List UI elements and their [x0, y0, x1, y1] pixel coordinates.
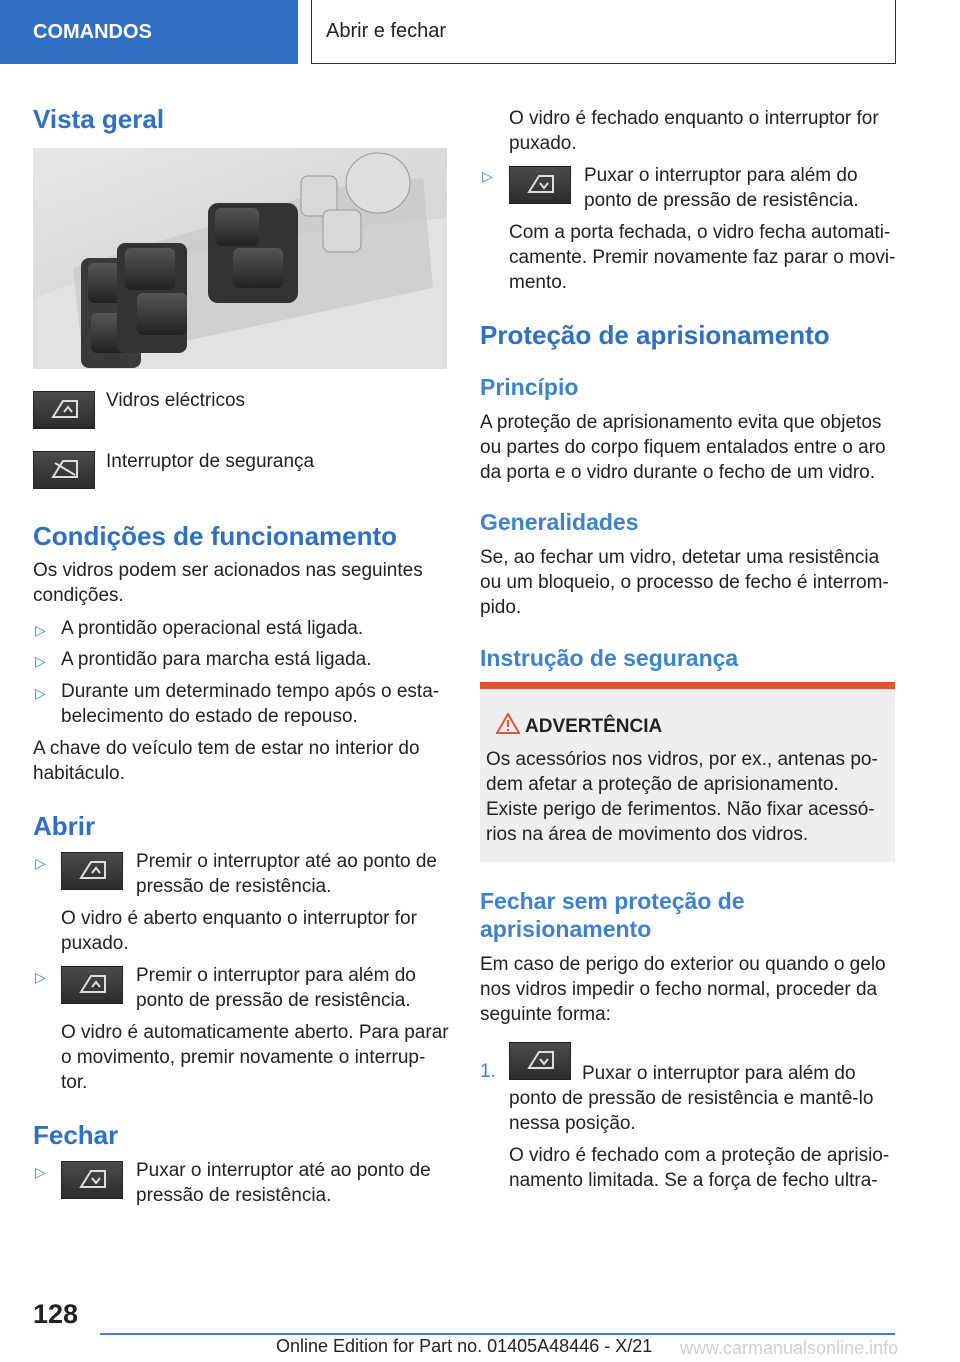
general-text-2: ou um bloqueio, o processo de fecho é interrom- [480, 572, 889, 593]
open-item-1a: Premir o interruptor até ao ponto de [136, 851, 438, 872]
conditions-note-2: habitáculo. [33, 763, 125, 784]
open-item-2-sub-b: o movimento, premir novamente o interrup- [61, 1047, 426, 1068]
bullet-triangle-icon: ▷ [35, 685, 46, 701]
close-heading: Fechar [33, 1120, 119, 1150]
condition-item-1: A prontidão operacional está ligada. [61, 618, 364, 639]
open-item-1b: pressão de resistência. [136, 876, 332, 897]
conditions-intro-1: Os vidros podem ser acionados nas seguintes [33, 560, 423, 581]
principle-text-2: ou partes do corpo fiquem entalados entre o aro [480, 437, 886, 458]
no-pinch-heading-2: aprisionamento [480, 916, 652, 942]
bullet-triangle-icon: ▷ [35, 622, 46, 638]
open-item-1-sub-b: puxado. [61, 933, 129, 954]
window-switch-icon [61, 852, 123, 890]
no-pinch-intro-1: Em caso de perigo do exterior ou quando o gelo [480, 954, 886, 975]
principle-text-1: A proteção de aprisionamento evita que objetos [480, 412, 882, 433]
footer-rule [100, 1333, 895, 1335]
window-switch-icon [61, 1161, 123, 1199]
open-item-2-sub-c: tor. [61, 1072, 88, 1093]
close-item-2b: ponto de pressão de resistência. [584, 190, 859, 211]
step-text-1: Puxar o interruptor para além do [582, 1063, 856, 1084]
step-text-3: nessa posição. [509, 1113, 636, 1134]
open-heading: Abrir [33, 811, 96, 841]
conditions-intro-2: condições. [33, 585, 124, 606]
general-text-3: pido. [480, 597, 522, 618]
legend-label-windows: Vidros eléctricos [106, 390, 246, 411]
condition-item-3b: belecimento do estado de repouso. [61, 706, 358, 727]
warning-box [480, 682, 895, 862]
bullet-triangle-icon: ▷ [35, 969, 46, 985]
warning-title: ADVERTÊNCIA [525, 716, 663, 737]
principle-heading: Princípio [480, 374, 579, 400]
condition-item-3a: Durante um determinado tempo após o esta- [61, 681, 440, 702]
conditions-heading: Condições de funcionamento [33, 521, 398, 551]
close-item-2a: Puxar o interruptor para além do [584, 165, 858, 186]
general-text-1: Se, ao fechar um vidro, detetar uma resistência [480, 547, 880, 568]
step-sub-2: namento limitada. Se a força de fecho ultra- [509, 1170, 878, 1191]
warning-text-3: Existe perigo de ferimentos. Não fixar acessó- [486, 799, 875, 820]
open-item-2a: Premir o interruptor para além do [136, 965, 416, 986]
section-label: COMANDOS [33, 20, 152, 43]
step-text-2: ponto de pressão de resistência e mantê-lo [509, 1088, 874, 1109]
no-pinch-intro-3: seguinte forma: [480, 1004, 611, 1025]
close-item-1b: pressão de resistência. [136, 1185, 332, 1206]
pinch-protection-heading: Proteção de aprisionamento [480, 320, 830, 350]
page-number: 128 [33, 1299, 79, 1329]
step-sub-1: O vidro é fechado com a proteção de aprisio- [509, 1145, 890, 1166]
bullet-triangle-icon: ▷ [35, 653, 46, 669]
bullet-triangle-icon: ▷ [482, 168, 493, 184]
no-pinch-heading-1: Fechar sem proteção de [480, 888, 745, 914]
watermark: www.carmanualsonline.info [680, 1338, 899, 1358]
close-item-2-sub-b: camente. Premir novamente faz parar o movi- [509, 247, 896, 268]
close-cont-2: puxado. [509, 133, 577, 154]
general-heading: Generalidades [480, 509, 639, 535]
window-switch-icon [509, 166, 571, 204]
window-switch-icon [61, 966, 123, 1004]
safety-heading: Instrução de segurança [480, 645, 739, 671]
chapter-title: Abrir e fechar [326, 20, 447, 42]
overview-heading: Vista geral [33, 104, 165, 134]
safety-switch-icon [33, 451, 95, 489]
step-number: 1. [480, 1061, 496, 1082]
principle-text-3: da porta e o vidro durante o fecho de um vidro. [480, 462, 876, 483]
condition-item-2: A prontidão para marcha está ligada. [61, 649, 372, 670]
close-item-2-sub-a: Com a porta fechada, o vidro fecha automati- [509, 222, 891, 243]
bullet-triangle-icon: ▷ [35, 855, 46, 871]
legend-label-safety: Interruptor de segurança [106, 451, 315, 472]
open-item-2b: ponto de pressão de resistência. [136, 990, 411, 1011]
window-switch-icon [509, 1042, 571, 1080]
conditions-note-1: A chave do veículo tem de estar no interior do [33, 738, 420, 759]
close-cont-1: O vidro é fechado enquanto o interruptor for [509, 108, 879, 129]
section-tab [0, 0, 298, 64]
bullet-triangle-icon: ▷ [35, 1164, 46, 1180]
open-item-2-sub-a: O vidro é automaticamente aberto. Para parar [61, 1022, 449, 1043]
window-switch-photo [33, 148, 447, 369]
chapter-title-box [311, 0, 896, 64]
no-pinch-intro-2: nos vidros impedir o fecho normal, proceder da [480, 979, 878, 1000]
warning-triangle-icon [496, 713, 520, 734]
edition-text: Online Edition for Part no. 01405A48446 - X/21 [276, 1336, 653, 1356]
close-item-2-sub-c: mento. [509, 272, 568, 293]
warning-text-1: Os acessórios nos vidros, por ex., antenas po- [486, 749, 878, 770]
warning-text-2: dem afetar a proteção de aprisionamento. [486, 774, 839, 795]
close-item-1a: Puxar o interruptor até ao ponto de [136, 1160, 431, 1181]
window-switch-icon [33, 391, 95, 429]
open-item-1-sub-a: O vidro é aberto enquanto o interruptor for [61, 908, 417, 929]
warning-text-4: rios na área de movimento dos vidros. [486, 824, 809, 845]
